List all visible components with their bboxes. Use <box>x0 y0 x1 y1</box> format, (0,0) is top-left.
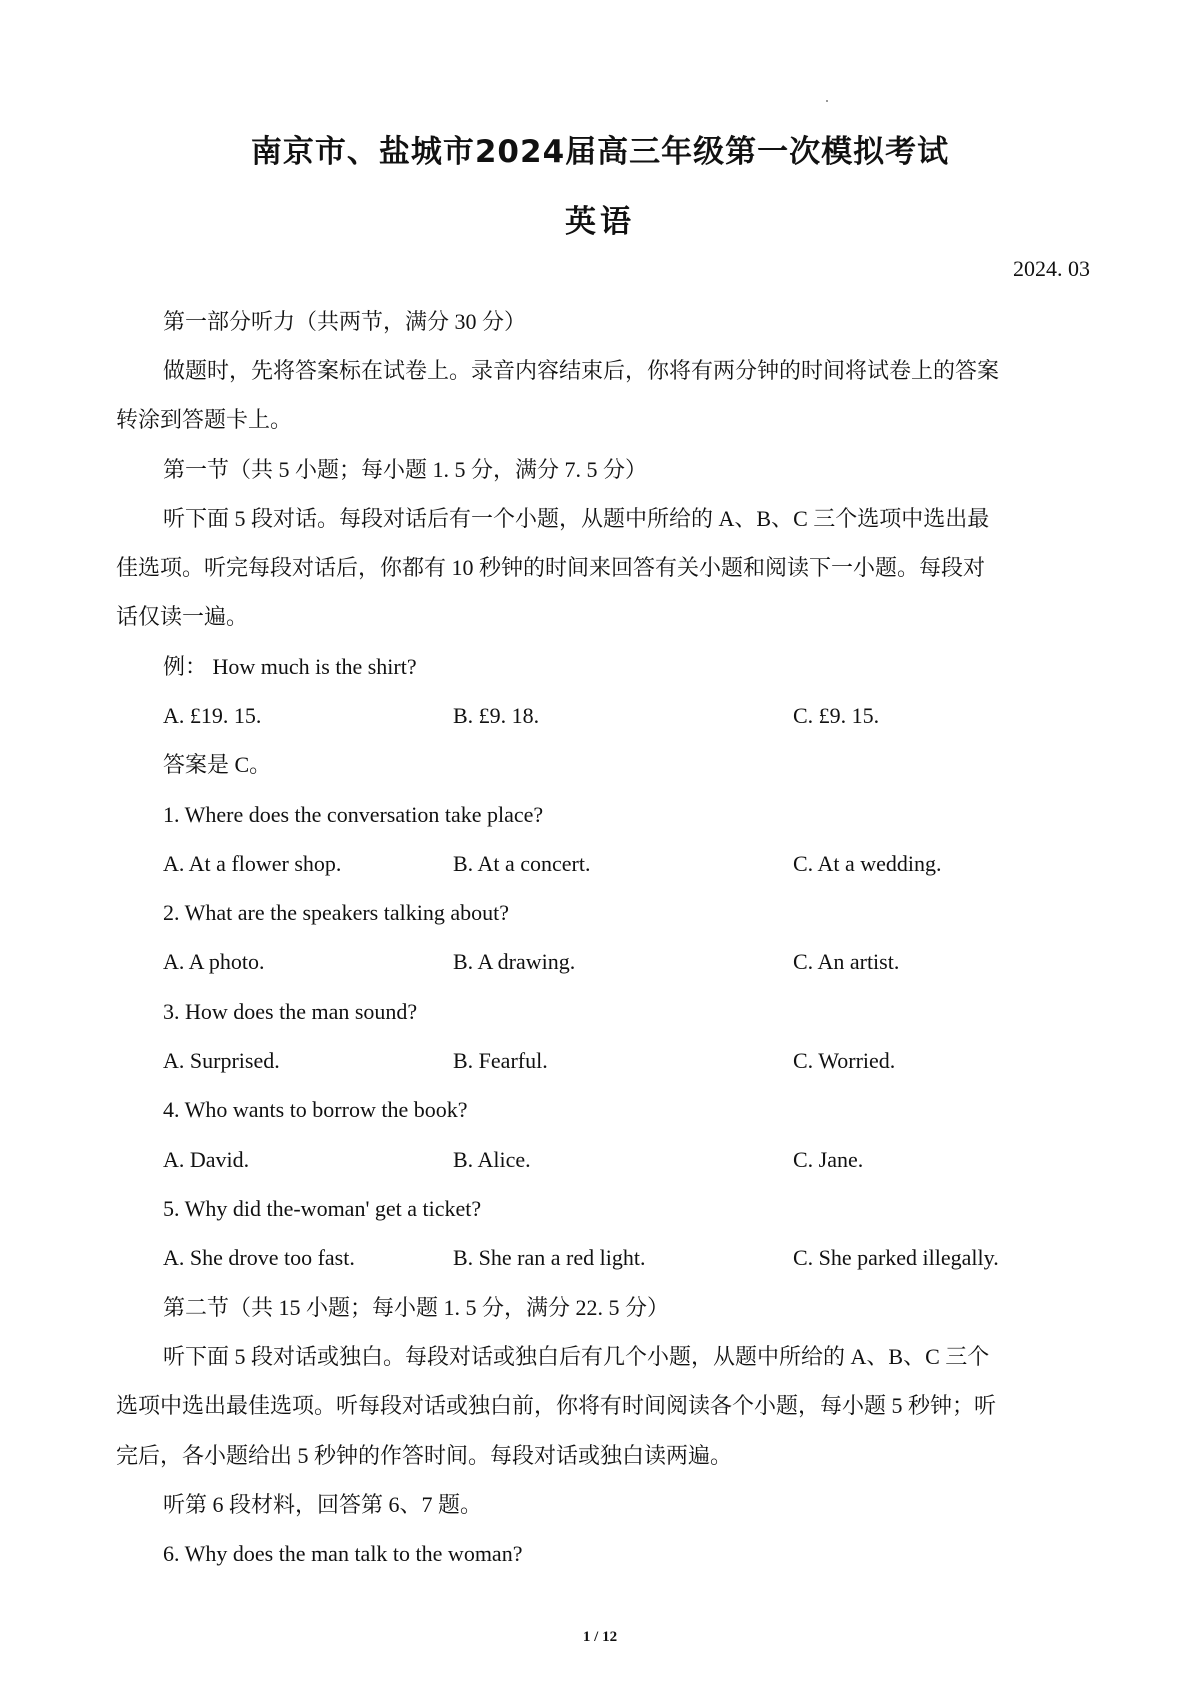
section2-heading: 第二节（共 15 小题；每小题 1. 5 分，满分 22. 5 分） <box>163 1295 670 1320</box>
question-4-option-c: C. Jane. <box>793 1147 864 1172</box>
question-5-option-c: C. She parked illegally. <box>793 1245 999 1270</box>
question-2: 2. What are the speakers talking about? <box>163 900 509 925</box>
question-3-option-a: A. Surprised. <box>163 1048 280 1073</box>
question-5: 5. Why did the-woman' get a ticket? <box>163 1196 482 1221</box>
question-1-option-b: B. At a concert. <box>453 851 591 876</box>
question-3-option-c: C. Worried. <box>793 1048 896 1073</box>
example-option-c: C. £9. 15. <box>793 703 880 728</box>
section1-line-3: 话仅读一遍。 <box>116 604 249 629</box>
question-3: 3. How does the man sound? <box>163 999 418 1024</box>
example-option-a: A. £19. 15. <box>163 703 262 728</box>
question-1-option-a: A. At a flower shop. <box>163 851 342 876</box>
question-3-option-b: B. Fearful. <box>453 1048 548 1073</box>
instructions-line-1: 做题时，先将答案标在试卷上。录音内容结束后，你将有两分钟的时间将试卷上的答案 <box>163 358 1000 383</box>
section1-heading: 第一节（共 5 小题；每小题 1. 5 分，满分 7. 5 分） <box>163 457 648 482</box>
section1-line-1: 听下面 5 段对话。每段对话后有一个小题，从题中所给的 A、B、C 三个选项中选出最 <box>163 506 990 531</box>
example-question: 例： How much is the shirt? <box>163 654 417 679</box>
subject-title: 英语 <box>565 204 635 240</box>
example-option-b: B. £9. 18. <box>453 703 540 728</box>
question-4: 4. Who wants to borrow the book? <box>163 1097 468 1122</box>
exam-date: 2024. 03 <box>1013 256 1090 281</box>
question-2-option-a: A. A photo. <box>163 949 265 974</box>
part1-heading: 第一部分听力（共两节，满分 30 分） <box>163 309 527 334</box>
exam-title: 南京市、盐城市2024届高三年级第一次模拟考试 <box>250 134 950 170</box>
section2-line-2: 选项中选出最佳选项。听每段对话或独白前，你将有时间阅读各个小题，每小题 5 秒钟；听 <box>116 1393 997 1418</box>
question-4-option-a: A. David. <box>163 1147 250 1172</box>
question-2-option-c: C. An artist. <box>793 949 900 974</box>
question-2-option-b: B. A drawing. <box>453 949 576 974</box>
question-4-option-b: B. Alice. <box>453 1147 531 1172</box>
question-6: 6. Why does the man talk to the woman? <box>163 1541 523 1566</box>
question-5-option-a: A. She drove too fast. <box>163 1245 355 1270</box>
example-answer: 答案是 C。 <box>163 752 272 777</box>
section1-line-2: 佳选项。听完每段对话后，你都有 10 秒钟的时间来回答有关小题和阅读下一小题。每段对 <box>116 555 986 580</box>
instructions-line-2: 转涂到答题卡上。 <box>116 407 293 432</box>
page-number: 1 / 12 <box>582 1629 618 1645</box>
question-5-option-b: B. She ran a red light. <box>453 1245 646 1270</box>
question-1-option-c: C. At a wedding. <box>793 851 942 876</box>
section2-line-3: 完后，各小题给出 5 秒钟的作答时间。每段对话或独白读两遍。 <box>116 1443 733 1468</box>
section2-line-1: 听下面 5 段对话或独白。每段对话或独白后有几个小题，从题中所给的 A、B、C 三个 <box>163 1344 990 1369</box>
material-6-intro: 听第 6 段材料，回答第 6、7 题。 <box>163 1492 483 1517</box>
question-1: 1. Where does the conversation take place? <box>163 802 544 827</box>
scan-speck <box>826 100 828 102</box>
